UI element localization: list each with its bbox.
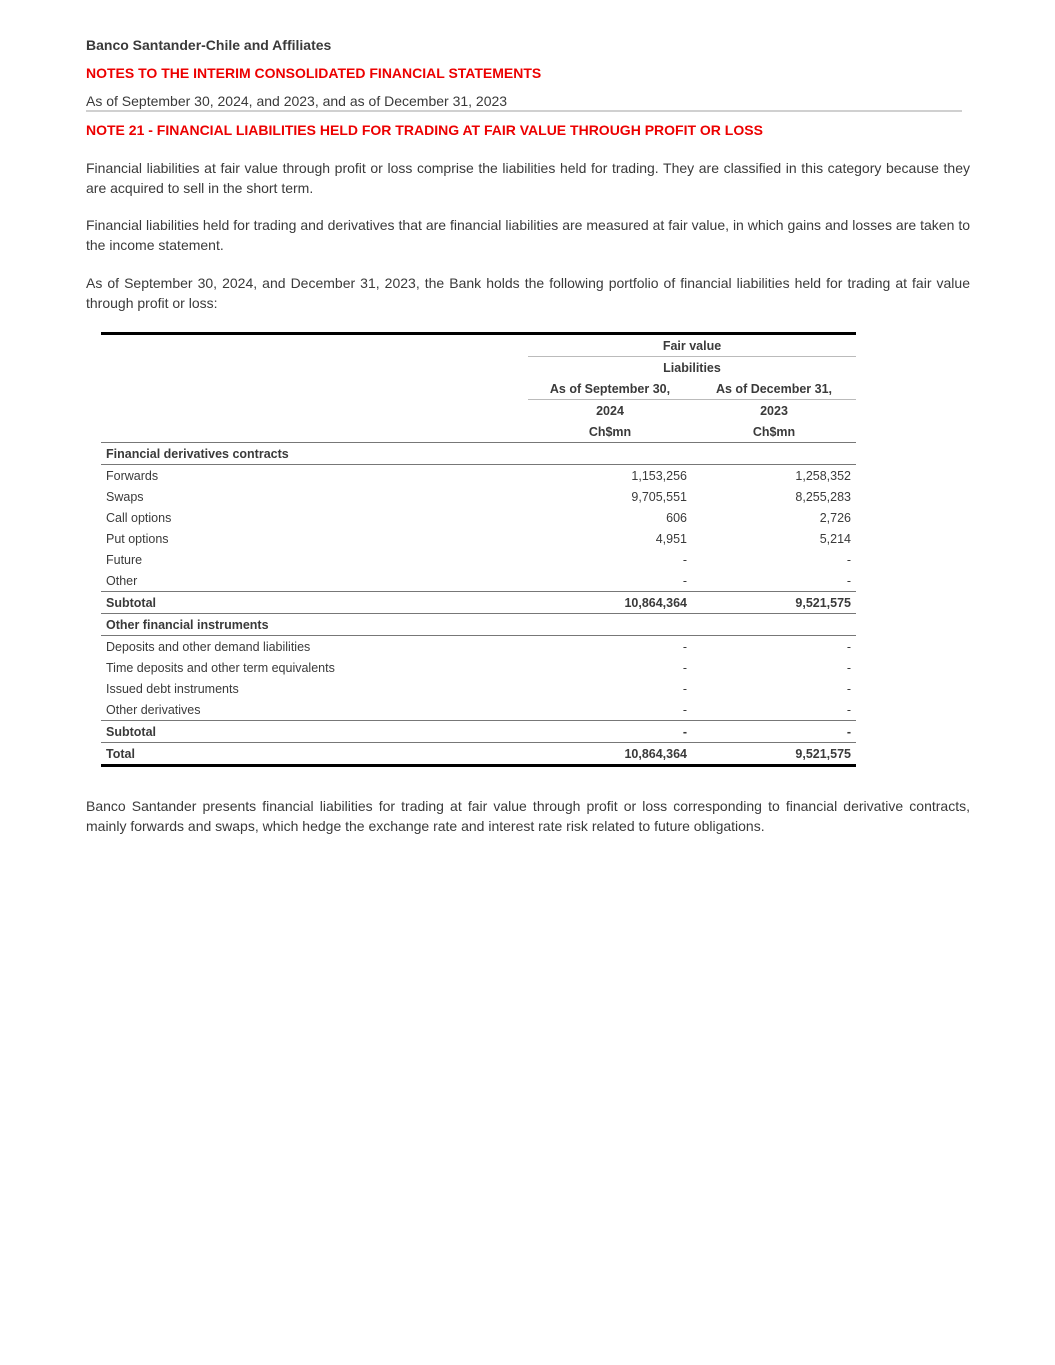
header-divider <box>86 110 962 112</box>
row-value-2023: 2,726 <box>819 510 851 525</box>
note-title: NOTE 21 - FINANCIAL LIABILITIES HELD FOR TRADING AT FAIR VALUE THROUGH PROFIT OR LOSS <box>86 122 763 138</box>
total-value-2024: 10,864,364 <box>528 743 692 766</box>
row-value-2023: 5,214 <box>819 531 851 546</box>
company-name: Banco Santander-Chile and Affiliates <box>86 37 332 53</box>
report-date: As of September 30, 2024, and 2023, and as of December 31, 2023 <box>86 93 508 109</box>
table-row <box>101 570 856 592</box>
table-row <box>101 549 856 570</box>
liabilities-header: Liabilities <box>663 360 721 375</box>
row-value-2024: 606 <box>666 510 687 525</box>
subtotal-value-2023: 9,521,575 <box>692 592 856 614</box>
col2-year-header: 2023 <box>760 403 788 418</box>
paragraph-measurement: Financial liabilities held for trading and derivatives that are financial liabilities are measured at fair value, in which gains and losses are taken to the income statement. <box>86 217 970 253</box>
table-header-row <box>101 400 856 422</box>
section-label: Financial derivatives contracts <box>101 443 528 465</box>
col1-year-header: 2024 <box>596 403 624 418</box>
row-value-2024: - <box>682 660 687 675</box>
table-row <box>101 507 856 528</box>
row-value-2024: - <box>682 681 687 696</box>
notes-title: NOTES TO THE INTERIM CONSOLIDATED FINANCIAL STATEMENTS <box>86 65 542 81</box>
fair-value-header: Fair value <box>528 334 856 357</box>
row-value-2024: - <box>528 699 692 721</box>
row-value-2023: - <box>846 660 851 675</box>
subtotal-row <box>101 721 856 743</box>
total-value-2023: 9,521,575 <box>692 743 856 766</box>
row-value-2024: - <box>528 570 692 592</box>
row-label: Other <box>101 570 528 592</box>
col1-asof-header: As of September 30, <box>528 378 692 400</box>
row-label: Forwards <box>106 468 159 483</box>
row-value-2024: 4,951 <box>655 531 687 546</box>
subtotal-label: Subtotal <box>101 721 528 743</box>
section-row <box>101 614 856 636</box>
table-row <box>101 465 856 487</box>
total-label: Total <box>101 743 528 766</box>
subtotal-label: Subtotal <box>101 592 528 614</box>
row-value-2023: - <box>692 699 856 721</box>
table-header-row <box>101 378 856 400</box>
row-value-2024: - <box>682 552 687 567</box>
section-row <box>101 443 856 465</box>
paragraph-conclusion: Banco Santander presents financial liabilities for trading at fair value through profit or loss corresponding to financial derivative contracts, mainly forwards and swaps, which hedge the exchange rate and interest rate risk related to future obligations. <box>86 798 970 834</box>
row-label: Future <box>106 552 143 567</box>
row-value-2024: 1,153,256 <box>631 468 687 483</box>
row-value-2024: 9,705,551 <box>631 489 687 504</box>
paragraph-intro: Financial liabilities at fair value through profit or loss comprise the liabilities held for trading. They are classified in this category because they are acquired to sell in the short term. <box>86 160 970 196</box>
row-value-2023: - <box>846 552 851 567</box>
table-row <box>101 528 856 549</box>
table-row <box>101 657 856 678</box>
subtotal-row <box>101 592 856 614</box>
col2-asof-header: As of December 31, <box>692 378 856 400</box>
row-value-2023: - <box>846 639 851 654</box>
row-value-2023: 8,255,283 <box>795 489 851 504</box>
row-label: Deposits and other demand liabilities <box>106 639 311 654</box>
row-value-2023: - <box>846 681 851 696</box>
table-row <box>101 486 856 507</box>
table-row <box>101 699 856 721</box>
row-label: Swaps <box>106 489 144 504</box>
row-value-2023: 1,258,352 <box>795 468 851 483</box>
table-header-row <box>101 334 856 357</box>
paragraph-portfolio: As of September 30, 2024, and December 31, 2023, the Bank holds the following portfolio of financial liabilities held for trading at fair value through profit or loss: <box>86 275 970 311</box>
table-header-row <box>101 421 856 443</box>
row-label: Other derivatives <box>101 699 528 721</box>
row-label: Time deposits and other term equivalents <box>106 660 335 675</box>
total-row <box>101 743 856 766</box>
row-label: Issued debt instruments <box>106 681 239 696</box>
col1-unit-header: Ch$mn <box>528 421 692 443</box>
liabilities-table <box>101 332 856 767</box>
table-header-row <box>101 357 856 379</box>
subtotal-value-2023: - <box>692 721 856 743</box>
row-value-2024: - <box>682 639 687 654</box>
row-value-2023: - <box>692 570 856 592</box>
col2-unit-header: Ch$mn <box>692 421 856 443</box>
table-row <box>101 636 856 658</box>
subtotal-value-2024: 10,864,364 <box>528 592 692 614</box>
row-label: Call options <box>106 510 172 525</box>
subtotal-value-2024: - <box>528 721 692 743</box>
table-row <box>101 678 856 699</box>
section-label: Other financial instruments <box>101 614 528 636</box>
row-label: Put options <box>106 531 169 546</box>
